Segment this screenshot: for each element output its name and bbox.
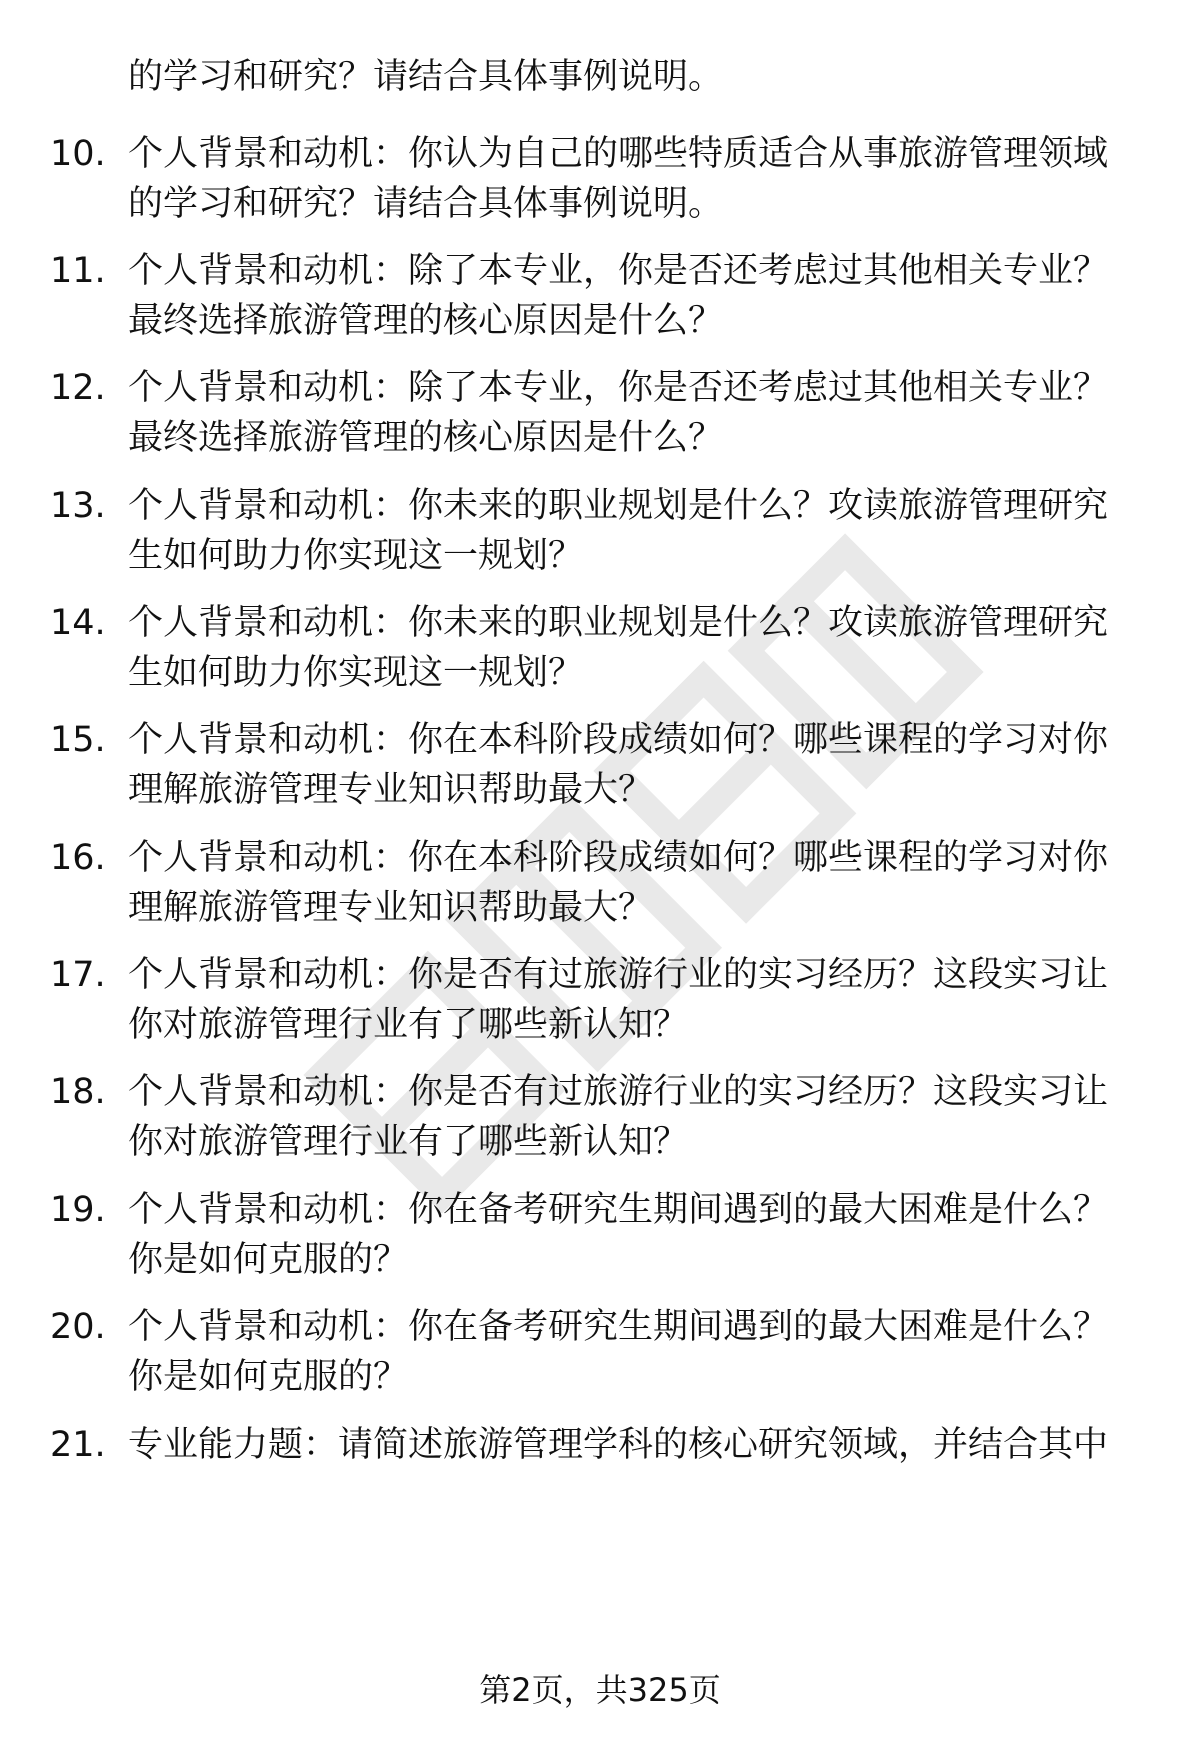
- item-line: 你是如何克服的？: [128, 1240, 409, 1280]
- item-line: 个人背景和动机：你未来的职业规划是什么？攻读旅游管理研究: [128, 486, 1109, 526]
- item-number: 16.: [50, 838, 106, 878]
- item-line: 理解旅游管理专业知识帮助最大？: [128, 888, 654, 928]
- item-number: 13.: [50, 486, 106, 526]
- item-line: 最终选择旅游管理的核心原因是什么？: [128, 301, 724, 341]
- item-line: 个人背景和动机：你未来的职业规划是什么？攻读旅游管理研究: [128, 603, 1109, 643]
- item-number: 11.: [50, 251, 106, 291]
- item-number: 12.: [50, 368, 106, 408]
- item-line: 个人背景和动机：除了本专业，你是否还考虑过其他相关专业？: [128, 251, 1109, 291]
- item-line: 个人背景和动机：你是否有过旅游行业的实习经历？这段实习让: [128, 1072, 1109, 1112]
- item-line: 你对旅游管理行业有了哪些新认知？: [128, 1005, 689, 1045]
- item-number: 18.: [50, 1072, 106, 1112]
- page-footer: 第2页，共325页: [479, 1671, 721, 1709]
- item-line: 你对旅游管理行业有了哪些新认知？: [128, 1122, 689, 1162]
- item-line: 你是如何克服的？: [128, 1357, 409, 1397]
- item-number: 17.: [50, 955, 106, 995]
- item-line: 个人背景和动机：你在本科阶段成绩如何？哪些课程的学习对你: [128, 720, 1109, 760]
- item-line: 理解旅游管理专业知识帮助最大？: [128, 770, 654, 810]
- item-number: 15.: [50, 720, 106, 760]
- item-number: 21.: [50, 1425, 106, 1465]
- item-line: 个人背景和动机：你在本科阶段成绩如何？哪些课程的学习对你: [128, 838, 1109, 878]
- item-line: 个人背景和动机：你在备考研究生期间遇到的最大困难是什么？: [128, 1307, 1109, 1347]
- item-number: 20.: [50, 1307, 106, 1347]
- item-number: 19.: [50, 1190, 106, 1230]
- item-line: 生如何助力你实现这一规划？: [128, 653, 584, 693]
- item-line: 生如何助力你实现这一规划？: [128, 536, 584, 576]
- item-line: 个人背景和动机：你是否有过旅游行业的实习经历？这段实习让: [128, 955, 1109, 995]
- item-line: 最终选择旅游管理的核心原因是什么？: [128, 418, 724, 458]
- item-number: 14.: [50, 603, 106, 643]
- item-line: 个人背景和动机：你在备考研究生期间遇到的最大困难是什么？: [128, 1190, 1109, 1230]
- item-line: 的学习和研究？请结合具体事例说明。: [128, 184, 724, 224]
- item-line: 个人背景和动机：除了本专业，你是否还考虑过其他相关专业？: [128, 368, 1109, 408]
- item-line: 的学习和研究？请结合具体事例说明。: [128, 57, 724, 97]
- item-number: 10.: [50, 134, 106, 174]
- item-line: 个人背景和动机：你认为自己的哪些特质适合从事旅游管理领域: [128, 134, 1109, 174]
- item-line: 专业能力题：请简述旅游管理学科的核心研究领域，并结合其中: [128, 1425, 1109, 1465]
